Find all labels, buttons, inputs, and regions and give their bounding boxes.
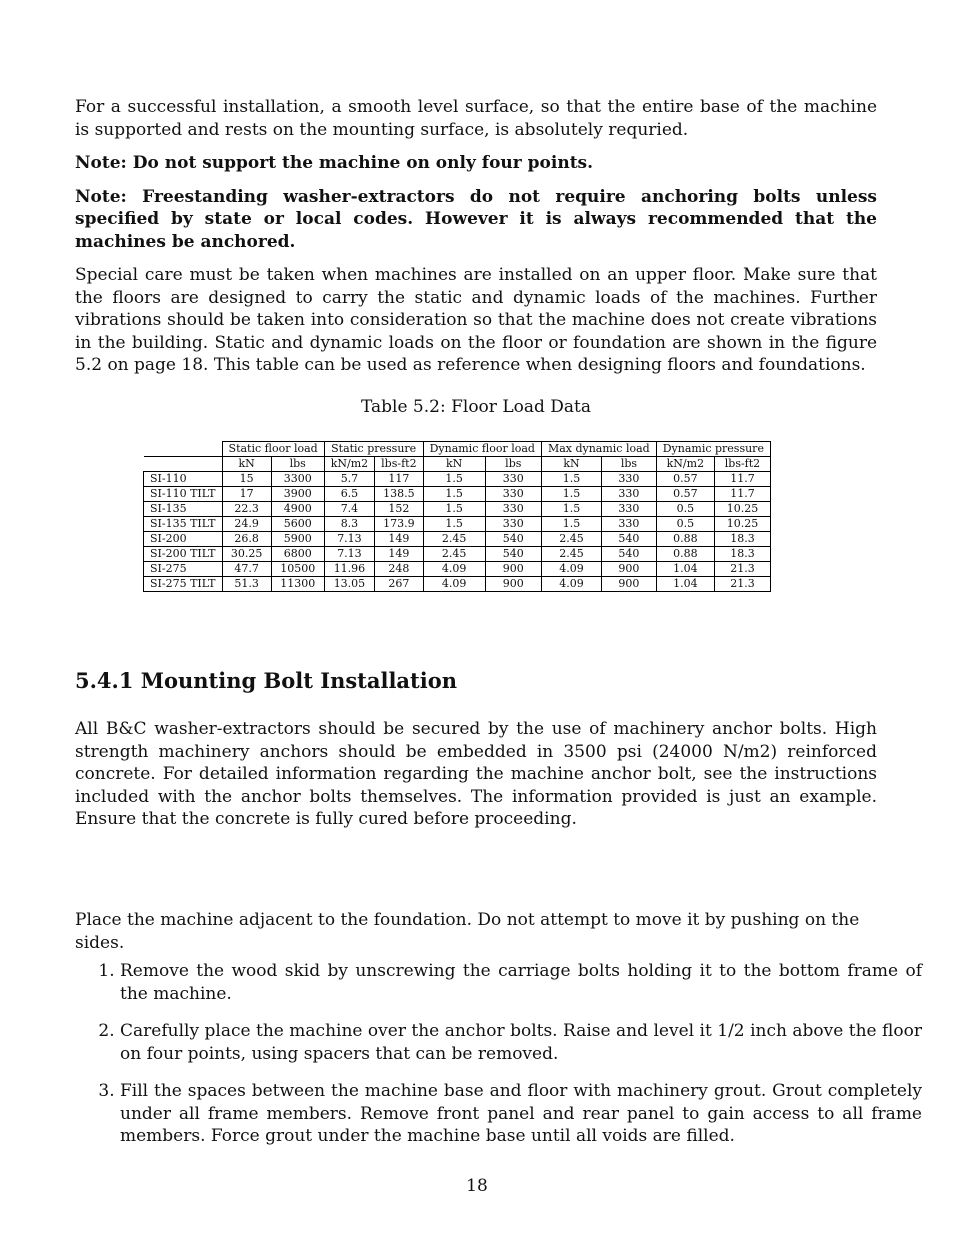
unit-header: kN/m2 <box>656 457 714 472</box>
table-corner-cell <box>144 457 223 472</box>
value-cell: 18.3 <box>715 547 771 562</box>
page-content <box>75 96 922 1146</box>
value-cell: 540 <box>485 547 541 562</box>
note-anchoring: Note: Freestanding washer-extractors do not require anchoring bolts unless specified by state or local codes. However it is always recommended that the machines be anchored. <box>75 186 877 252</box>
value-cell: 330 <box>485 472 541 487</box>
value-cell: 4900 <box>271 502 324 517</box>
placement-paragraph: Place the machine adjacent to the foundation. Do not attempt to move it by pushing on the sides. <box>75 910 860 953</box>
model-cell: SI-110 <box>144 472 223 487</box>
value-cell: 0.57 <box>656 472 714 487</box>
value-cell: 4.09 <box>423 562 485 577</box>
unit-header: kN <box>423 457 485 472</box>
unit-header: lbs <box>602 457 657 472</box>
value-cell: 0.88 <box>656 547 714 562</box>
unit-header: kN <box>222 457 271 472</box>
value-cell: 330 <box>602 502 657 517</box>
value-cell: 17 <box>222 487 271 502</box>
value-cell: 4.09 <box>423 577 485 592</box>
value-cell: 15 <box>222 472 271 487</box>
value-cell: 2.45 <box>423 532 485 547</box>
value-cell: 0.57 <box>656 487 714 502</box>
floor-load-table-wrapper <box>143 441 771 592</box>
value-cell: 7.13 <box>324 547 374 562</box>
table-unit-header-row <box>144 457 771 472</box>
value-cell: 4.09 <box>541 577 601 592</box>
table-row <box>144 562 771 577</box>
value-cell: 30.25 <box>222 547 271 562</box>
intro-paragraph: For a successful installation, a smooth level surface, so that the entire base of the machine is supported and rests on the mounting surface, is absolutely requried. <box>75 97 877 140</box>
unit-header: kN <box>541 457 601 472</box>
value-cell: 1.5 <box>423 502 485 517</box>
model-cell: SI-135 <box>144 502 223 517</box>
list-item: 3. Fill the spaces between the machine base and floor with machinery grout. Grout completely under all frame members. Remove front panel and rear panel to gain access to all frame members. Force grout under the machine base until all voids are filled. <box>120 1080 922 1148</box>
value-cell: 173.9 <box>375 517 423 532</box>
value-cell: 3300 <box>271 472 324 487</box>
value-cell: 540 <box>602 532 657 547</box>
value-cell: 1.5 <box>423 472 485 487</box>
value-cell: 8.3 <box>324 517 374 532</box>
table-body <box>144 472 771 592</box>
value-cell: 0.88 <box>656 532 714 547</box>
value-cell: 1.5 <box>423 487 485 502</box>
value-cell: 1.04 <box>656 577 714 592</box>
table-row <box>144 502 771 517</box>
value-cell: 10.25 <box>715 502 771 517</box>
model-cell: SI-135 TILT <box>144 517 223 532</box>
special-care-paragraph: Special care must be taken when machines are installed on an upper floor. Make sure that the floors are designed to carry the static and dynamic loads of the machines. Further vibrations should be taken into consideration so that the machine does not create vibrations in the building. Static and dynamic loads on the floor or foundation are shown in the figure 5.2 on page 18. This table can be used as reference when designing floors and foundations. <box>75 265 877 375</box>
group-header: Static floor load <box>222 442 324 457</box>
value-cell: 18.3 <box>715 532 771 547</box>
value-cell: 540 <box>485 532 541 547</box>
model-cell: SI-275 TILT <box>144 577 223 592</box>
value-cell: 11.7 <box>715 472 771 487</box>
list-item: 2. Carefully place the machine over the anchor bolts. Raise and level it 1/2 inch above the floor on four points, using spacers that can be removed. <box>120 1020 922 1065</box>
value-cell: 21.3 <box>715 562 771 577</box>
value-cell: 1.5 <box>541 517 601 532</box>
table-row <box>144 487 771 502</box>
value-cell: 330 <box>602 487 657 502</box>
value-cell: 5.7 <box>324 472 374 487</box>
value-cell: 21.3 <box>715 577 771 592</box>
value-cell: 6.5 <box>324 487 374 502</box>
value-cell: 330 <box>485 517 541 532</box>
unit-header: kN/m2 <box>324 457 374 472</box>
value-cell: 330 <box>485 502 541 517</box>
value-cell: 330 <box>602 472 657 487</box>
value-cell: 6800 <box>271 547 324 562</box>
value-cell: 0.5 <box>656 517 714 532</box>
value-cell: 5900 <box>271 532 324 547</box>
value-cell: 330 <box>485 487 541 502</box>
value-cell: 51.3 <box>222 577 271 592</box>
value-cell: 1.5 <box>541 502 601 517</box>
value-cell: 1.5 <box>423 517 485 532</box>
value-cell: 900 <box>485 577 541 592</box>
section-heading: 5.4.1 Mounting Bolt Installation <box>75 668 457 693</box>
value-cell: 2.45 <box>541 547 601 562</box>
table-row <box>144 577 771 592</box>
unit-header: lbs-ft2 <box>375 457 423 472</box>
model-cell: SI-275 <box>144 562 223 577</box>
value-cell: 1.04 <box>656 562 714 577</box>
value-cell: 149 <box>375 547 423 562</box>
table-group-header-row <box>144 442 771 457</box>
list-item: 1. Remove the wood skid by unscrewing the carriage bolts holding it to the bottom frame of the machine. <box>120 960 922 1005</box>
unit-header: lbs <box>271 457 324 472</box>
value-cell: 2.45 <box>541 532 601 547</box>
table-row <box>144 532 771 547</box>
table-row <box>144 517 771 532</box>
table-caption: Table 5.2: Floor Load Data <box>360 396 591 417</box>
value-cell: 149 <box>375 532 423 547</box>
value-cell: 24.9 <box>222 517 271 532</box>
model-cell: SI-110 TILT <box>144 487 223 502</box>
group-header: Dynamic floor load <box>423 442 541 457</box>
group-header: Static pressure <box>324 442 423 457</box>
value-cell: 11.7 <box>715 487 771 502</box>
table-corner-cell <box>144 442 223 457</box>
value-cell: 1.5 <box>541 487 601 502</box>
group-header: Dynamic pressure <box>656 442 770 457</box>
value-cell: 26.8 <box>222 532 271 547</box>
value-cell: 900 <box>602 562 657 577</box>
table-row <box>144 547 771 562</box>
value-cell: 267 <box>375 577 423 592</box>
value-cell: 11300 <box>271 577 324 592</box>
value-cell: 47.7 <box>222 562 271 577</box>
model-cell: SI-200 TILT <box>144 547 223 562</box>
value-cell: 7.4 <box>324 502 374 517</box>
group-header: Max dynamic load <box>541 442 656 457</box>
anchor-bolt-paragraph: All B&C washer-extractors should be secured by the use of machinery anchor bolts. High strength machinery anchors should be embedded in 3500 psi (24000 N/m2) reinforced concrete. For detailed information regarding the machine anchor bolt, see the instructions included with the anchor bolts themselves. The information provided is just an example. Ensure that the concrete is fully cured before proceeding. <box>75 719 877 829</box>
unit-header: lbs-ft2 <box>715 457 771 472</box>
value-cell: 11.96 <box>324 562 374 577</box>
installation-steps <box>75 960 922 1163</box>
note-four-points: Note: Do not support the machine on only four points. <box>75 153 594 173</box>
value-cell: 540 <box>602 547 657 562</box>
value-cell: 22.3 <box>222 502 271 517</box>
value-cell: 248 <box>375 562 423 577</box>
value-cell: 3900 <box>271 487 324 502</box>
value-cell: 900 <box>602 577 657 592</box>
value-cell: 10500 <box>271 562 324 577</box>
value-cell: 2.45 <box>423 547 485 562</box>
value-cell: 10.25 <box>715 517 771 532</box>
value-cell: 13.05 <box>324 577 374 592</box>
value-cell: 0.5 <box>656 502 714 517</box>
model-cell: SI-200 <box>144 532 223 547</box>
value-cell: 4.09 <box>541 562 601 577</box>
floor-load-table <box>143 441 771 592</box>
value-cell: 5600 <box>271 517 324 532</box>
value-cell: 117 <box>375 472 423 487</box>
value-cell: 138.5 <box>375 487 423 502</box>
value-cell: 900 <box>485 562 541 577</box>
value-cell: 330 <box>602 517 657 532</box>
value-cell: 7.13 <box>324 532 374 547</box>
unit-header: lbs <box>485 457 541 472</box>
value-cell: 1.5 <box>541 472 601 487</box>
value-cell: 152 <box>375 502 423 517</box>
table-row <box>144 472 771 487</box>
page-number: 18 <box>466 1176 488 1196</box>
